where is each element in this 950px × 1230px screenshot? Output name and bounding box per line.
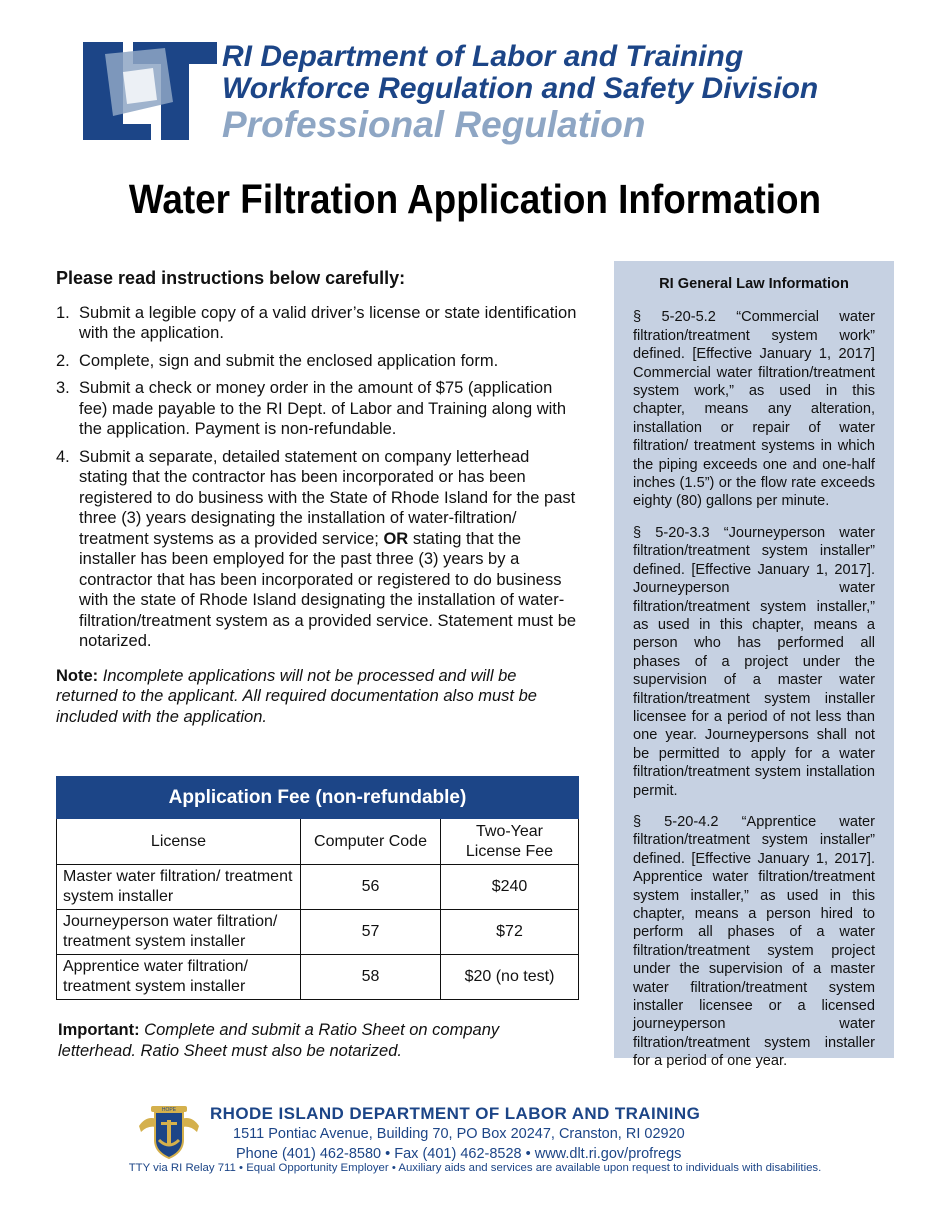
code-cell: 57 <box>301 910 441 955</box>
instructions-section <box>56 268 581 727</box>
instructions-heading: Please read instructions below carefully: <box>56 268 406 288</box>
list-number: 3. <box>56 379 70 397</box>
note-text: Incomplete applications will not be processed and will be returned to the applicant. All required documentation also must be included with the application. <box>56 666 537 726</box>
fee-table <box>56 776 579 1000</box>
table-row <box>57 910 579 955</box>
state-seal-icon <box>137 1104 201 1160</box>
footer-tty: TTY via RI Relay 711 • Equal Opportunity Employer • Auxiliary aids and services are available upon request to individuals with disabilities. <box>128 1162 822 1174</box>
list-text: Submit a legible copy of a valid driver’s license or state identification with the application. <box>79 303 577 342</box>
license-cell: Apprentice water filtration/ treatment system installer <box>57 955 301 1000</box>
law-paragraph: § 5-20-3.3 “Journeyperson water filtration/treatment system installer” defined. [Effective January 1, 2017]. Journeyperson water filtration/treatment system installer,” as used in this chapter, means a person who has performed all phases of a project under the supervision of a master water filtration/treatment system installer licensee for a period of not less than one year. Journeypersons shall not be permitted to apply for a water filtration/treatment system installation permit. <box>633 524 875 799</box>
fee-cell: $72 <box>441 910 579 955</box>
seal-text: HOPE <box>161 1107 177 1113</box>
footer-org-name: RHODE ISLAND DEPARTMENT OF LABOR AND TRAINING <box>210 1104 701 1123</box>
fee-cell: $240 <box>441 865 579 910</box>
list-number: 4. <box>56 447 70 466</box>
list-item <box>56 351 581 372</box>
dlt-logo-icon <box>83 42 217 140</box>
code-cell: 58 <box>301 955 441 1000</box>
note-label: Note: <box>56 666 99 685</box>
header-department: RI Department of Labor and Training <box>222 40 744 73</box>
important-note <box>58 1020 578 1062</box>
header-division: Workforce Regulation and Safety Division <box>222 72 819 105</box>
law-sidebar <box>614 261 894 1070</box>
license-cell: Master water filtration/ treatment system installer <box>57 865 301 910</box>
column-header-code: Computer Code <box>301 819 441 865</box>
list-number: 1. <box>56 303 70 322</box>
fee-cell: $20 (no test) <box>441 955 579 1000</box>
law-paragraph: § 5-20-5.2 “Commercial water filtration/treatment system work” defined. [Effective January 1, 2017] Commercial water filtration/treatment system work,” as used in this chapter, means any alteration, installation or repair of water filtration/ treatment systems in which the piping exceeds one and one-half inches (1.5”) or the flow rate exceeds eighty (80) gallons per minute. <box>633 309 875 510</box>
table-header-row <box>57 819 579 865</box>
column-header-fee: Two-Year License Fee <box>441 819 579 865</box>
header-section: Professional Regulation <box>222 104 646 145</box>
important-label: Important: <box>58 1021 140 1039</box>
sidebar-title: RI General Law Information <box>659 276 849 292</box>
list-item <box>56 447 581 652</box>
or-emphasis: OR <box>383 529 409 548</box>
law-paragraph: § 5-20-4.2 “Apprentice water filtration/treatment system installer” defined. [Effective January 1, 2017]. Apprentice water filtration/treatment system installer,” as used in this chapter, means a person hired to perform all phases of a water filtration/treatment system project under the supervision of a master water filtration/treatment system installer licensee or a licensed journeyperson water filtration/treatment system installer for a period of one year. <box>633 813 875 1070</box>
list-item <box>56 378 581 440</box>
list-text: Submit a check or money order in the amount of $75 (application fee) made payable to the RI Dept. of Labor and Training along with the application. Payment is non-refundable. <box>79 379 567 438</box>
footer-address: 1511 Pontiac Avenue, Building 70, PO Box 20247, Cranston, RI 02920 <box>233 1126 685 1142</box>
footer-contact: Phone (401) 462-8580 • Fax (401) 462-8528 • www.dlt.ri.gov/profregs <box>236 1146 682 1162</box>
list-text <box>79 447 581 652</box>
table-row <box>57 865 579 910</box>
table-row <box>57 955 579 1000</box>
license-cell: Journeyperson water filtration/ treatment system installer <box>57 910 301 955</box>
list-text: Complete, sign and submit the enclosed application form. <box>79 351 499 370</box>
important-text: Complete and submit a Ratio Sheet on company letterhead. Ratio Sheet must also be notarized. <box>58 1021 500 1060</box>
list-text-part-a: Submit a separate, detailed statement on company letterhead stating that the contractor has been incorporated or has been registered to do business with the State of Rhode Island for the past three (3) years designating the installation of water-filtration/ treatment systems as a provided service; <box>79 447 576 548</box>
list-number: 2. <box>56 351 70 370</box>
column-header-license: License <box>57 819 301 865</box>
list-text-part-b: stating that the installer has been employed for the past three (3) years by a contractor that has been incorporated or registered to do business with the state of Rhode Island designating the installation of water-filtration/treatment system as a provided service. Statement must be notarized. <box>79 529 577 650</box>
fee-table-title: Application Fee (non-refundable) <box>57 777 579 819</box>
list-item <box>56 303 581 344</box>
page-title: Water Filtration Application Information <box>128 176 822 222</box>
note <box>56 666 581 728</box>
code-cell: 56 <box>301 865 441 910</box>
